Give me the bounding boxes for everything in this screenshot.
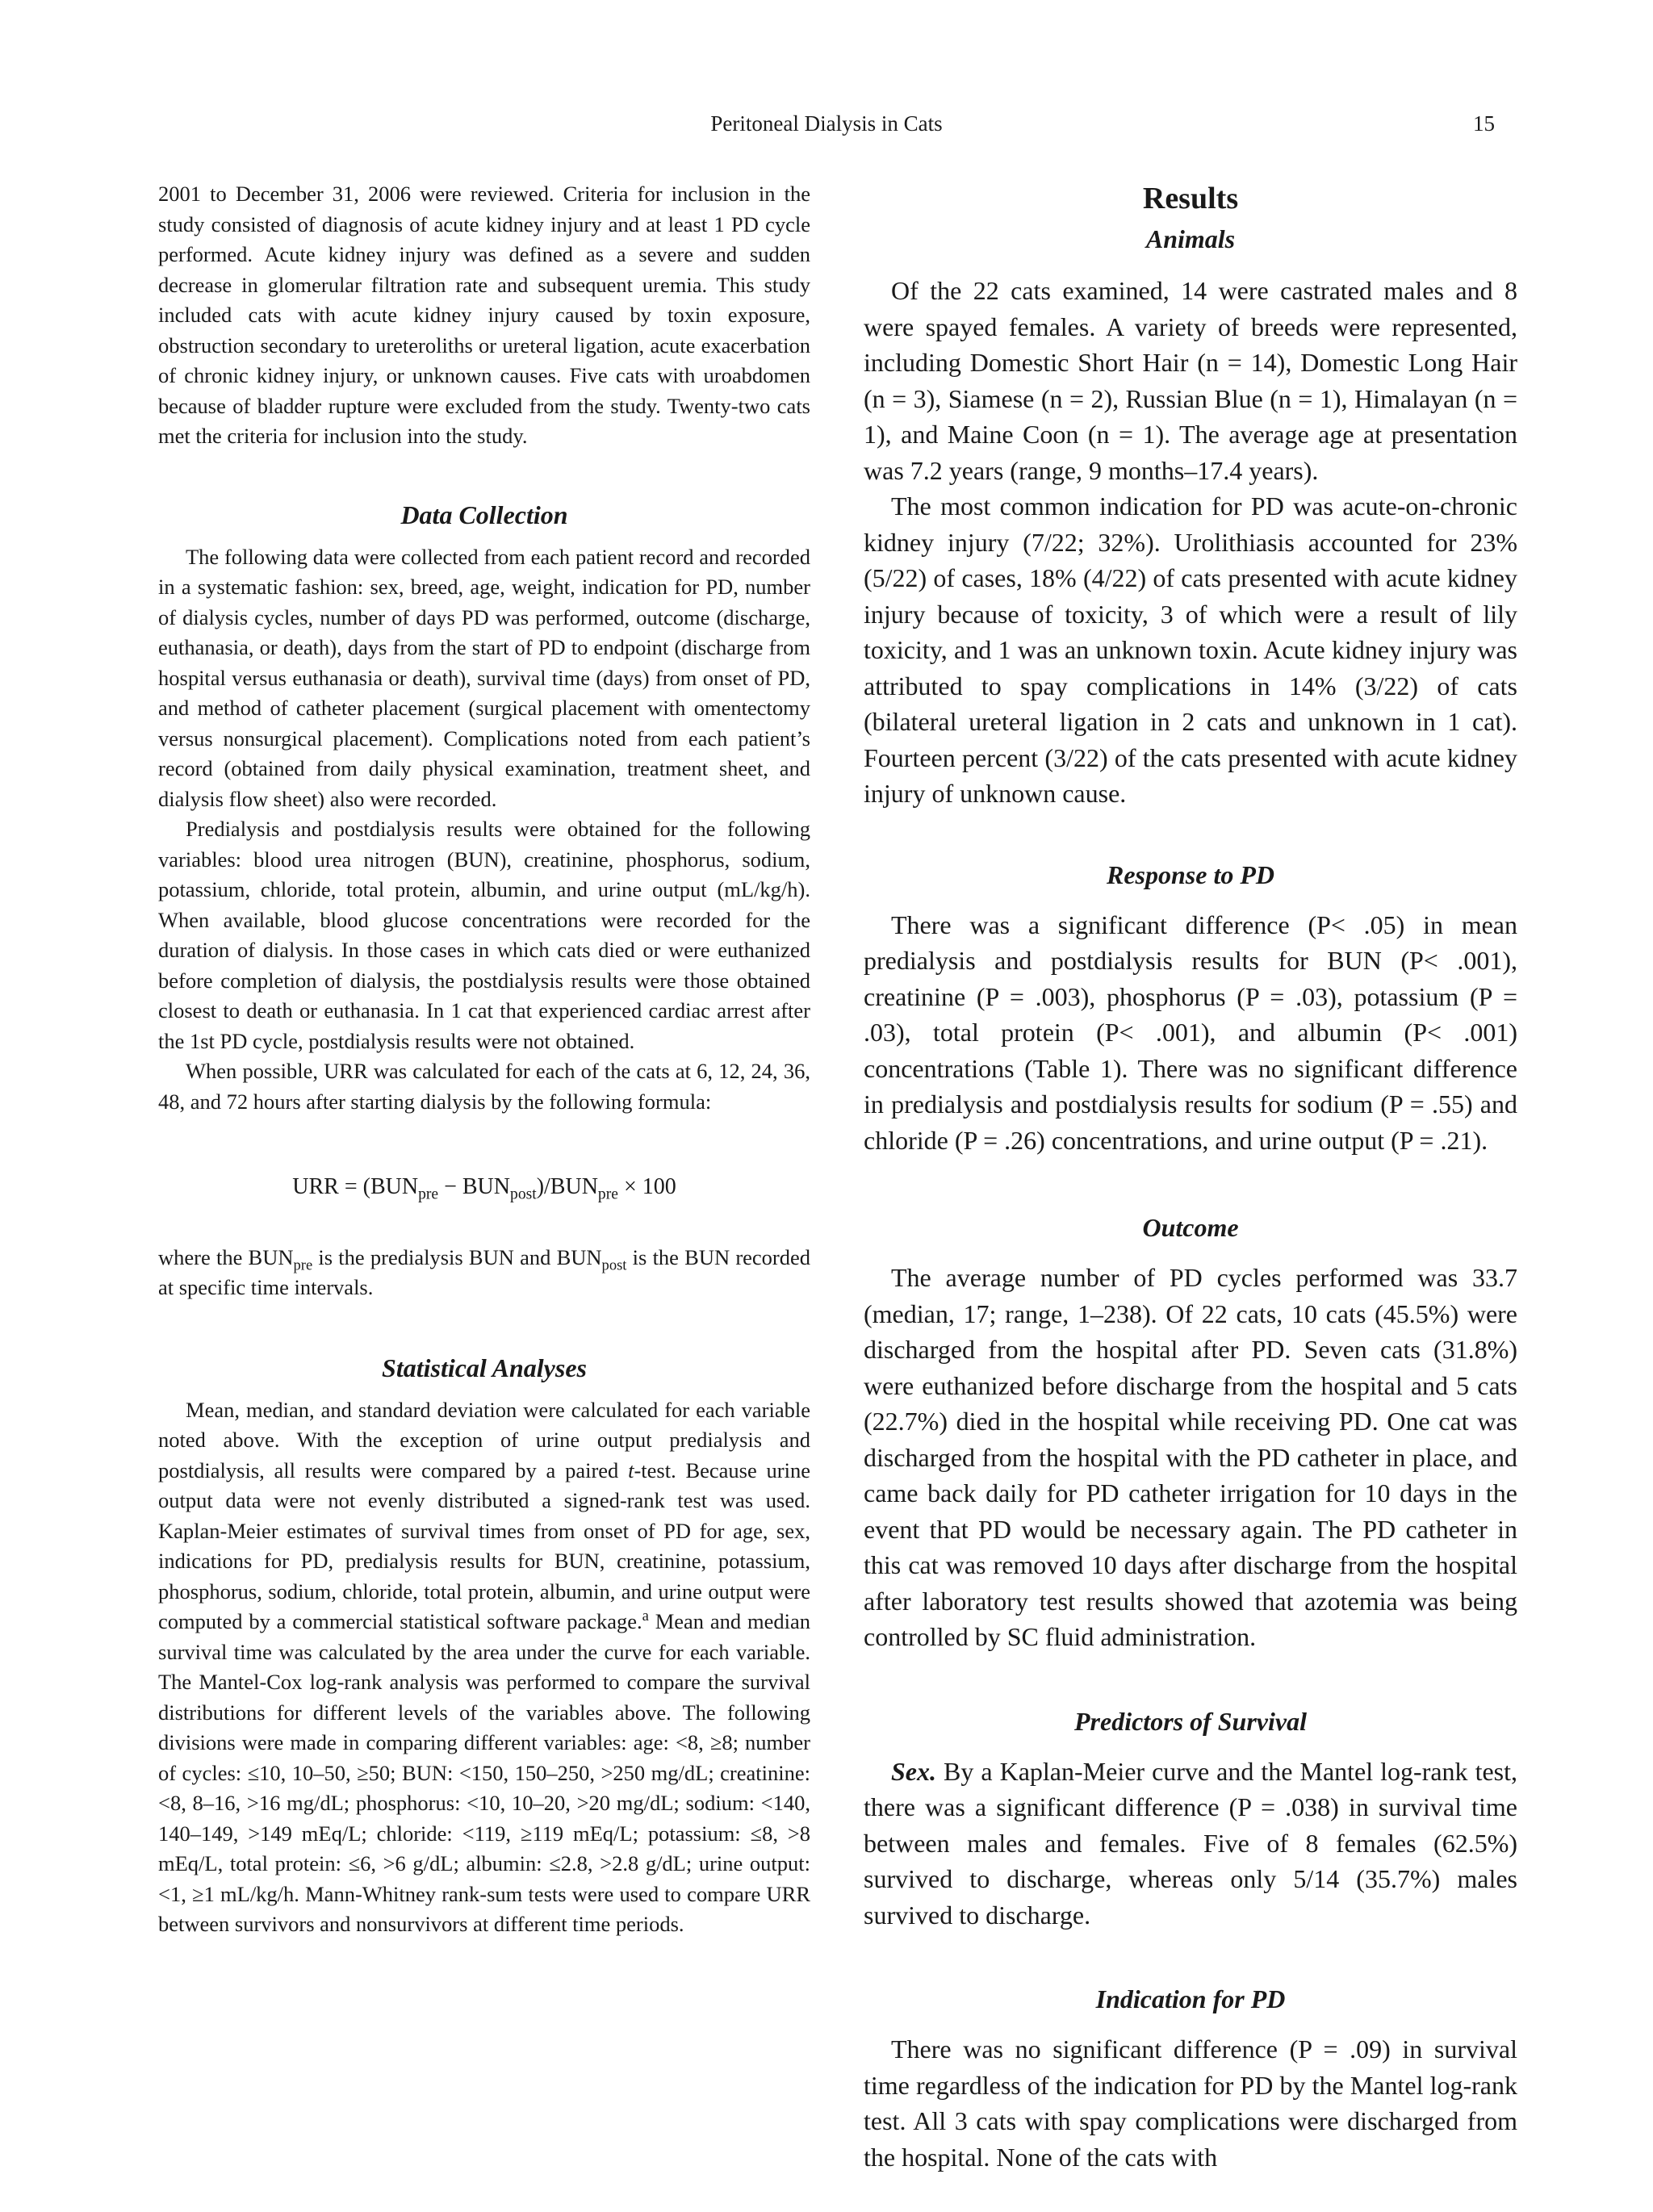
paragraph-response-to-pd: There was a significant difference (P< .05) in mean predialysis and postdialysis results for BUN (P< .001), creatinine (P = .003), phosphorus (P = .03), potassium (P = .03), total protein (P< .001), and albumin (P< .001) concentrations (Table 1). There was no significant difference in predialysis and postdialysis results for sodium (P = .55) and chloride (P = .26) concentrations, and urine output (P = .21). bbox=[864, 909, 1517, 1155]
heading-outcome: Outcome bbox=[1142, 1213, 1239, 1242]
left-column bbox=[158, 179, 810, 1940]
heading-data-collection: Data Collection bbox=[400, 500, 568, 529]
paragraph-data-collection-2: Predialysis and postdialysis results were obtained for the following variables: blood urea nitrogen (BUN), creatinine, phosphorus, sodium, potassium, chloride, total protein, albumin, and urine output (mL/kg/h). When available, blood glucose concentrations were recorded for the duration of dialysis. In those cases in which cats died or were euthanized before completion of dialysis, the postdialysis results were those obtained closest to death or euthanasia. In 1 cat that experienced cardiac arrest after the 1st PD cycle, postdialysis results were not obtained. bbox=[158, 817, 810, 1053]
right-column bbox=[864, 179, 1517, 2175]
running-title: Peritoneal Dialysis in Cats bbox=[710, 111, 943, 136]
paragraph-outcome: The average number of PD cycles performed was 33.7 (median, 17; range, 1–238). Of 22 cats, 10 cats (45.5%) were discharged from the hospital after PD. Seven cats (31.8%) were euthanized before discharge from the hospital and 5 cats (22.7%) died in the hospital while receiving PD. One cat was discharged from the hospital with the PD catheter in place, and came back daily for PD catheter irrigation for 10 days in the event that PD would be necessary again. The PD catheter in this cat was removed 10 days after discharge from the hospital after laboratory test results showed that azotemia was being controlled by SC fluid administration. bbox=[864, 1263, 1517, 1651]
paragraph-statistical-analyses: Mean, median, and standard deviation were calculated for each variable noted above. With the exception of urine output predialysis and postdialysis, all results were compared by a paired t-test. Because urine output data were not evenly distributed a signed-rank test was used. Kaplan-Meier estimates of survival times from onset of PD for age, sex, indications for PD, predialysis results for BUN, creatinine, potassium, phosphorus, sodium, chloride, total protein, albumin, and urine output were computed by a commercial statistical software package.$^a$ Mean and median survival time was calculated by the area under the curve for each variable. The Mantel-Cox log-rank analysis was performed to compare the survival distributions for different levels of the variables above. The following divisions were made in comparing different variables: age: <8, ≥8; number of cycles: ≤10, 10–50, ≥50; BUN: <150, 150–250, >250 mg/dL; creatinine: <8, 8–16, >16 mg/dL; phosphorus: <10, 10–20, >20 mg/dL; sodium: <140, 140–149, >149 mEq/L; chloride: <119, ≥119 mEq/L; potassium: ≤8, >8 mEq/L, total protein: ≤6, >6 g/dL; albumin: ≤2.8, >2.8 g/dL; urine output: <1, ≥1 mL/kg/h. Mann-Whitney rank-sum tests were used to compare URR between survivors and nonsurvivors at different time periods. bbox=[158, 1397, 810, 1936]
paragraph-sex: Sex. By a Kaplan-Meier curve and the Mantel log-rank test, there was a significant difference (P = .038) in survival time between males and females. Five of 8 females (62.5%) survived to discharge, whereas only 5/14 (35.7%) males survived to discharge. bbox=[864, 1756, 1517, 1930]
heading-statistical-analyses: Statistical Analyses bbox=[382, 1353, 587, 1382]
heading-predictors-of-survival: Predictors of Survival bbox=[1074, 1706, 1307, 1736]
heading-indication-for-pd: Indication for PD bbox=[1095, 1984, 1286, 2013]
paragraph-intro: 2001 to December 31, 2006 were reviewed. Criteria for inclusion in the study consisted of diagnosis of acute kidney injury and at least 1 PD cycle performed. Acute kidney injury was defined as a severe and sudden decrease in glomerular filtration rate and subsequent uremia. This study included cats with acute kidney injury caused by toxin exposure, obstruction secondary to ureteroliths or ureteral ligation, acute exacerbation of chronic kidney injury, or unknown causes. Five cats with uroabdomen because of bladder rupture were excluded from the study. Twenty-two cats met the criteria for inclusion into the study. bbox=[158, 182, 810, 448]
heading-response-to-pd: Response to PD bbox=[1107, 859, 1274, 889]
urr-formula: URR = $(BUN_{pre} - BUN_{post})/BUN_{pre} \times 100$ bbox=[292, 1174, 676, 1203]
running-head bbox=[0, 111, 1653, 144]
paragraph-data-collection-1: The following data were collected from each patient record and recorded in a systematic fashion: sex, breed, age, weight, indication for PD, number of dialysis cycles, number of days PD was performed, outcome (discharge, euthanasia, or death), days from the start of PD to endpoint (discharge from hospital versus euthanasia or death), survival time (days) from onset of PD, and method of catheter placement (surgical placement with omentectomy versus nonsurgical placement). Complications noted from each patient’s record (obtained from daily physical examination, treatment sheet, and dialysis flow sheet) also were recorded. bbox=[158, 544, 810, 811]
formula-explanation: where the $BUN_{pre}$ is the predialysis BUN and $BUN_{post}$ is the BUN recorded at specific time intervals. bbox=[158, 1244, 811, 1299]
paragraph-animals-1: Of the 22 cats examined, 14 were castrated males and 8 were spayed females. A variety of breeds were represented, including Domestic Short Hair (n = 14), Domestic Long Hair (n = 3), Siamese (n = 2), Russian Blue (n = 1), Himalayan (n = 1), and Maine Coon (n = 1). The average age at presentation was 7.2 years (range, 9 months–17.4 years). bbox=[864, 276, 1517, 485]
heading-results: Results bbox=[1142, 182, 1239, 215]
sex-run-in-label: Sex. bbox=[891, 1756, 936, 1786]
heading-animals: Animals bbox=[1145, 224, 1236, 253]
paragraph-indication-for-pd: There was no significant difference (P = .09) in survival time regardless of the indication for PD by the Mantel log-rank test. All 3 cats with spay complications were discharged from the hospital. None of the cats with bbox=[864, 2034, 1517, 2172]
page-number: 15 bbox=[1473, 111, 1495, 136]
paragraph-animals-2: The most common indication for PD was acute-on-chronic kidney injury (7/22; 32%). Urolithiasis accounted for 23% (5/22) of cases, 18% (4/22) of cats presented with acute kidney injury because of toxicity, 3 of which were a result of lily toxicity, and 1 was an unknown toxin. Acute kidney injury was attributed to spay complications in 14% (3/22) of cats (bilateral ureteral ligation in 2 cats and unknown in 1 cat). Fourteen percent (3/22) of the cats presented with acute kidney injury of unknown cause. bbox=[864, 491, 1517, 808]
paragraph-data-collection-3: When possible, URR was calculated for each of the cats at 6, 12, 24, 36, 48, and 72 hours after starting dialysis by the following formula: bbox=[158, 1059, 810, 1114]
